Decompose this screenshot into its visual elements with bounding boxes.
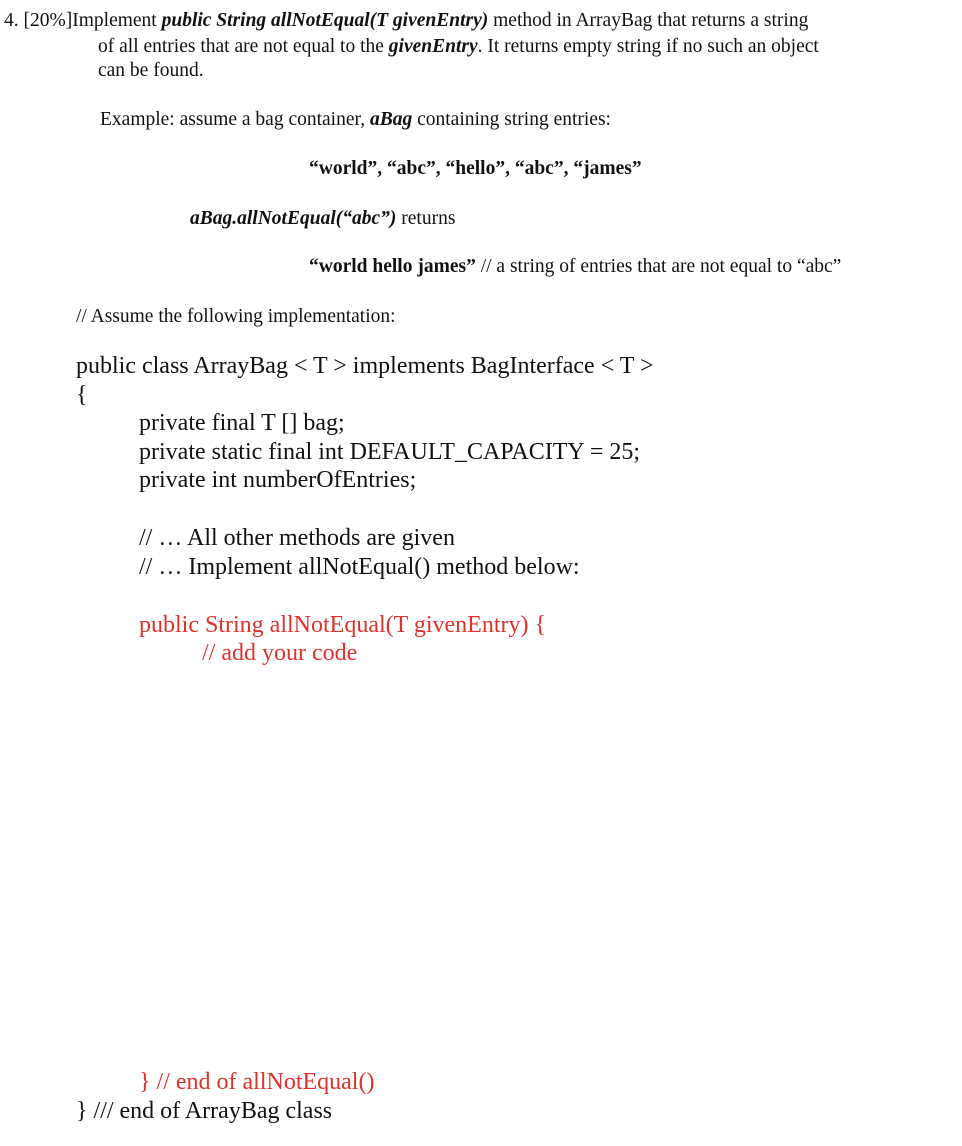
method-signature-emphasis: public String allNotEqual(T givenEntry): [161, 10, 489, 31]
example-result: [309, 255, 841, 279]
method-body-comment: // add your code: [202, 640, 358, 666]
example-entries: “world”, “abc”, “hello”, “abc”, “james”: [309, 158, 642, 179]
question-text: Implement: [72, 10, 162, 31]
question-line-2: [98, 35, 819, 59]
question-text: of all entries that are not equal to the: [98, 36, 389, 57]
abag-emphasis: aBag: [369, 109, 413, 130]
comment-other-methods: // … All other methods are given: [139, 525, 455, 551]
question-line-1: [4, 9, 808, 33]
class-declaration: public class ArrayBag < T > implements BagInterface < T >: [76, 353, 654, 379]
example-result-comment: // a string of entries that are not equal to “abc”: [475, 256, 842, 277]
field-default-capacity: private static final int DEFAULT_CAPACITY = 25;: [139, 439, 641, 465]
class-open-brace: {: [76, 382, 88, 408]
example-text: containing string entries:: [412, 109, 611, 130]
example-call: [190, 207, 455, 231]
assume-comment: // Assume the following implementation:: [76, 306, 396, 327]
question-text: method in ArrayBag that returns a string: [488, 10, 809, 31]
method-end: } // end of allNotEqual(): [139, 1069, 375, 1095]
example-text: returns: [396, 208, 456, 229]
example-text: Example: assume a bag container,: [100, 109, 370, 130]
field-bag: private final T [] bag;: [139, 410, 345, 436]
method-signature: public String allNotEqual(T givenEntry) {: [139, 612, 547, 638]
question-text: . It returns empty string if no such an object: [477, 36, 819, 57]
question-weight: [20%]: [23, 10, 73, 31]
example-call-emphasis: aBag.allNotEqual(“abc”): [190, 208, 397, 229]
question-line-3: can be found.: [98, 60, 204, 81]
class-end: } /// end of ArrayBag class: [76, 1098, 333, 1124]
field-number-of-entries: private int numberOfEntries;: [139, 467, 417, 493]
comment-implement: // … Implement allNotEqual() method below:: [139, 554, 580, 580]
example-intro: [100, 108, 611, 132]
question-number: 4.: [4, 10, 19, 31]
example-result-value: “world hello james”: [309, 256, 476, 277]
given-entry-emphasis: givenEntry: [388, 36, 478, 57]
